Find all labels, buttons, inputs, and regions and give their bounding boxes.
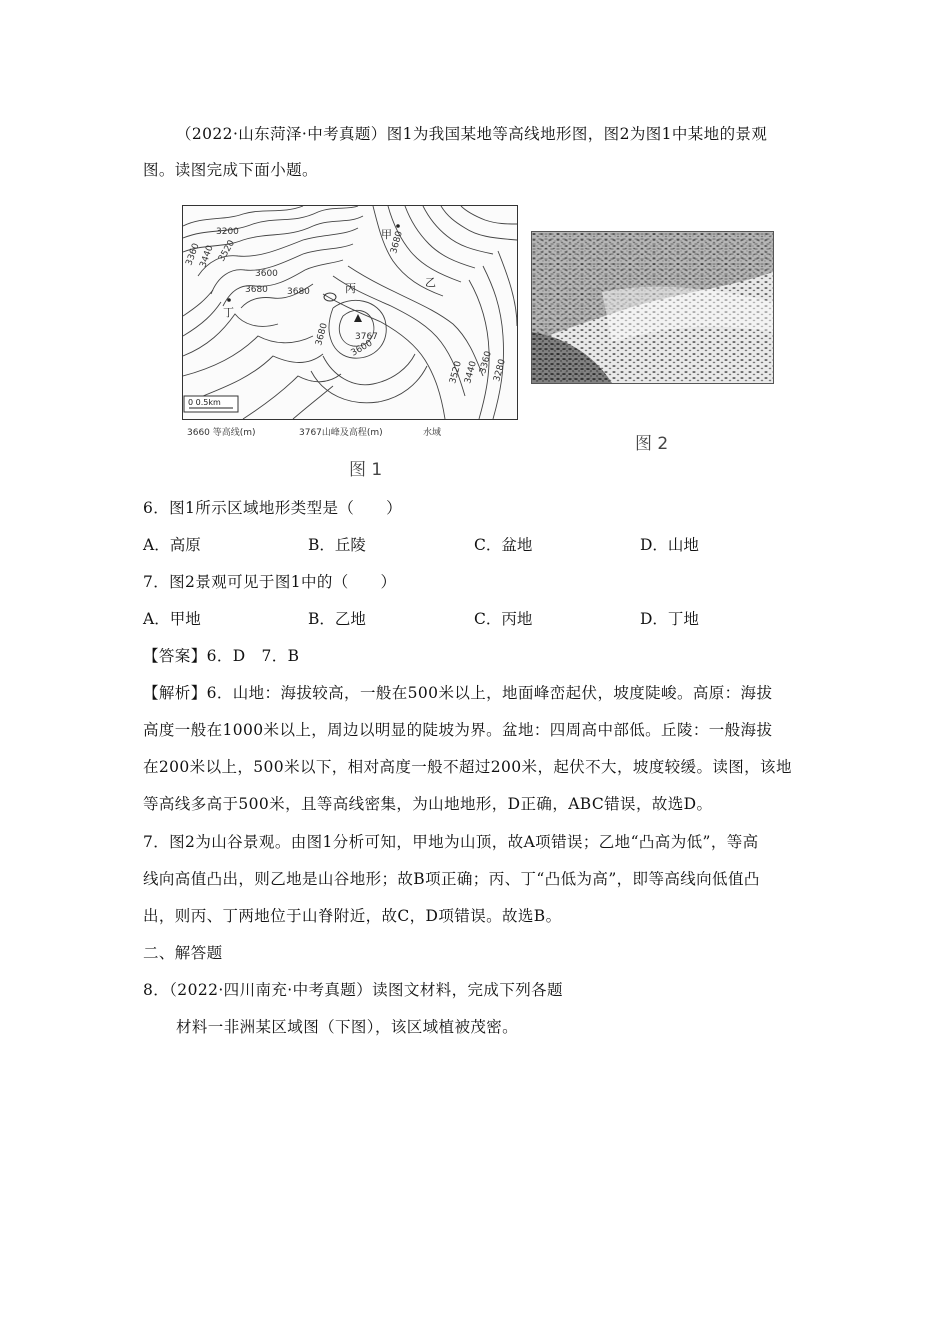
place-yi: 乙 bbox=[425, 276, 436, 289]
place-bing: 丙 bbox=[345, 282, 356, 295]
q6-option-b: B．丘陵 bbox=[308, 536, 366, 554]
landscape-photo-figure bbox=[531, 231, 774, 384]
intro-line-2: 图。读图完成下面小题。 bbox=[143, 161, 318, 179]
contour-label: 3440 bbox=[463, 360, 479, 385]
q7-option-a: A．甲地 bbox=[143, 610, 201, 628]
contour-map bbox=[183, 206, 517, 419]
contour-label: 3200 bbox=[216, 227, 239, 237]
legend-contour: 3660 等高线(m) bbox=[187, 428, 256, 438]
intro-line-1: （2022·山东菏泽·中考真题）图1为我国某地等高线地形图，图2为图1中某地的景观 bbox=[176, 125, 768, 143]
analysis-line-1: 【解析】6．山地：海拔较高，一般在500米以上，地面峰峦起伏，坡度陡峻。高原：海拔 bbox=[143, 684, 773, 702]
answer-line: 【答案】6．D 7．B bbox=[143, 647, 300, 665]
q6-option-c: C．盆地 bbox=[474, 536, 533, 554]
section-2-heading: 二、解答题 bbox=[143, 944, 223, 962]
contour-label: 3600 bbox=[255, 269, 278, 279]
contour-map-figure bbox=[182, 205, 518, 420]
analysis-line-6: 线向高值凸出，则乙地是山谷地形；故B项正确；丙、丁“凸低为高”，即等高线向低值凸 bbox=[143, 870, 760, 888]
contour-label: 3360 bbox=[184, 242, 202, 268]
question-8-stem: 8．（2022·四川南充·中考真题）读图文材料，完成下列各题 bbox=[143, 981, 563, 999]
contour-label: 3280 bbox=[492, 358, 508, 383]
analysis-line-7: 出，则丙、丁两地位于山脊附近，故C，D项错误。故选B。 bbox=[143, 907, 562, 925]
figure2-caption: 图 2 bbox=[635, 434, 669, 454]
q6-option-a: A．高原 bbox=[143, 536, 201, 554]
q7-option-d: D．丁地 bbox=[640, 610, 699, 628]
place-jia: 甲 bbox=[381, 228, 392, 241]
q7-option-c: C．丙地 bbox=[474, 610, 533, 628]
analysis-line-2: 高度一般在1000米以上，周边以明显的陡坡为界。盆地：四周高中部低。丘陵：一般海拔 bbox=[143, 721, 773, 739]
figure1-caption: 图 1 bbox=[349, 460, 383, 480]
q7-option-b: B．乙地 bbox=[308, 610, 366, 628]
legend-water: 水域 bbox=[423, 428, 442, 438]
contour-label: 3440 bbox=[198, 244, 216, 270]
analysis-line-4: 等高线多高于500米，且等高线密集，为山地地形，D正确，ABC错误，故选D。 bbox=[143, 795, 713, 813]
place-ding: 丁 bbox=[223, 306, 234, 319]
contour-label: 3680 bbox=[389, 230, 405, 255]
peak-icon bbox=[354, 314, 362, 322]
contour-label: 3520 bbox=[216, 238, 238, 264]
contour-label: 3680 bbox=[314, 322, 330, 347]
question-6-stem: 6．图1所示区域地形类型是（ ） bbox=[143, 499, 403, 517]
jia-point-icon bbox=[396, 224, 400, 228]
figure1-legend bbox=[187, 423, 507, 439]
valley-landscape-photo bbox=[532, 232, 773, 383]
water-body-icon bbox=[324, 293, 336, 301]
contour-label: 3360 bbox=[478, 350, 494, 375]
contour-label: 3680 bbox=[287, 287, 310, 297]
ding-point-icon bbox=[227, 298, 231, 302]
legend-peak: 3767山峰及高程(m) bbox=[299, 428, 383, 438]
question-7-stem: 7．图2景观可见于图1中的（ ） bbox=[143, 573, 397, 591]
contour-label: 3680 bbox=[245, 285, 268, 295]
analysis-line-5: 7．图2为山谷景观。由图1分析可知，甲地为山顶，故A项错误；乙地“凸高为低”，等高 bbox=[143, 833, 759, 851]
peak-elevation-label: 3767 bbox=[355, 332, 378, 342]
q6-option-d: D．山地 bbox=[640, 536, 699, 554]
scale-label: 0 0.5km bbox=[188, 398, 221, 407]
contour-label: 3520 bbox=[448, 360, 464, 385]
contour-label: 3600 bbox=[349, 338, 375, 359]
question-8-material-1: 材料一非洲某区域图（下图），该区域植被茂密。 bbox=[176, 1018, 519, 1036]
analysis-line-3: 在200米以上，500米以下，相对高度一般不超过200米，起伏不大，坡度较缓。读图，该地 bbox=[143, 758, 792, 776]
